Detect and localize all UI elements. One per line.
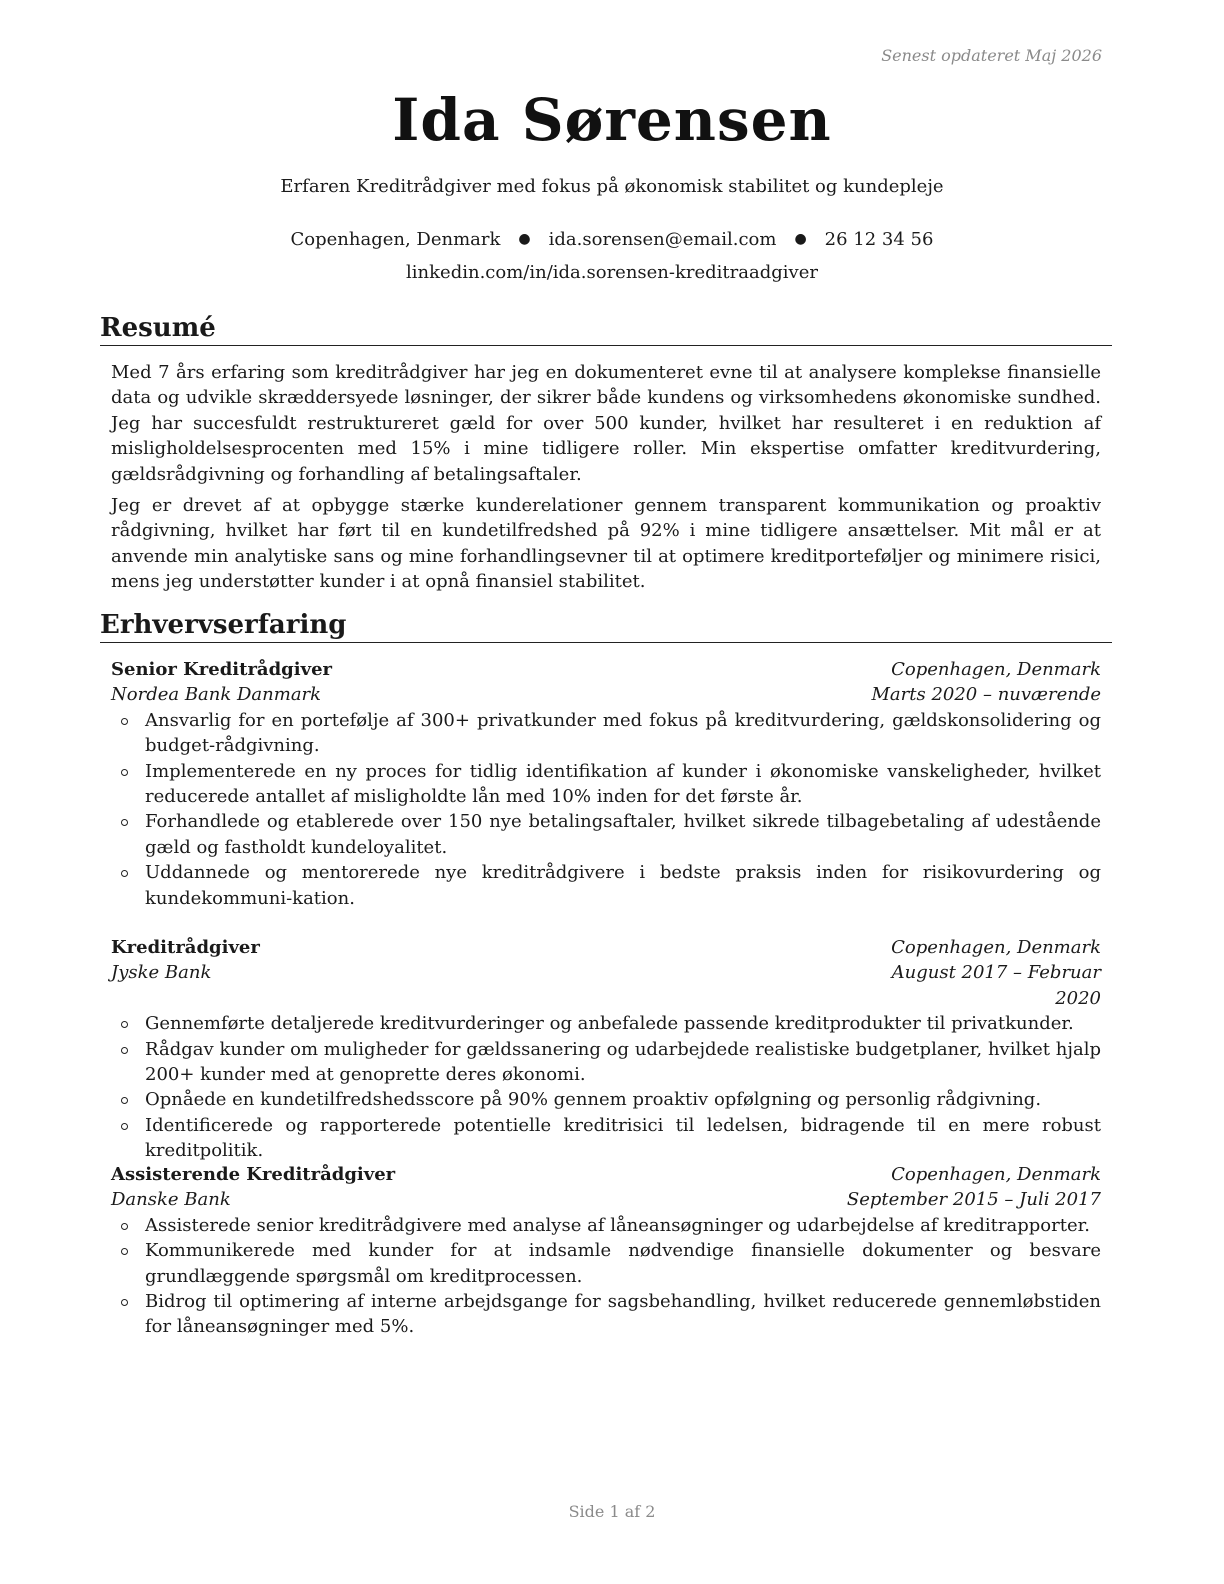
circle-bullet-icon <box>121 819 128 826</box>
job-location: Copenhagen, Denmark <box>891 659 1101 680</box>
section-title-experience: Erhvervserfaring <box>100 609 1112 643</box>
contact-email[interactable]: ida.sorensen@email.com <box>548 229 777 250</box>
bullet-text: Rådgav kunder om muligheder for gældssanering og udarbejdede realistiske budgetplaner, hvilket hjalp 200+ kunder med at genoprette deres økonomi. <box>145 1038 1101 1086</box>
bullet-text: Bidrog til optimering af interne arbejdsgange for sagsbehandling, hvilket reducerede gennemløbstiden for låneansøgninger med 5%. <box>145 1291 1101 1338</box>
job-company: Danske Bank <box>111 1189 231 1211</box>
section-title-summary: Resumé <box>100 312 1112 346</box>
list-item <box>111 1011 1101 1036</box>
job-location: Copenhagen, Denmark <box>891 937 1101 958</box>
bullet-text: Assisterede senior kreditrådgivere med analyse af låneansøgninger og udarbejdelse af kreditrapporter. <box>145 1214 1090 1236</box>
contact-line <box>0 229 1224 250</box>
list-item <box>111 1087 1101 1112</box>
bullet-text: Ansvarlig for en portefølje af 300+ privatkunder med fokus på kreditvurdering, gældskonsolidering og budget-rådgivning. <box>145 709 1101 757</box>
circle-bullet-icon <box>121 1223 128 1230</box>
job-dates: Marts 2020 – nuværende <box>871 684 1101 706</box>
job-header-row <box>111 935 1101 960</box>
bullet-text: Opnåede en kundetilfredshedsscore på 90% gennem proaktiv opfølgning og personlig rådgivning. <box>145 1089 1042 1111</box>
bullet-text: Uddannede og mentorerede nye kreditrådgivere i bedste praksis inden for risikovurdering og kundekommuni-kation. <box>145 862 1101 909</box>
job-title: Senior Kreditrådgiver <box>111 659 333 680</box>
job-entry <box>111 935 1101 1164</box>
circle-bullet-icon <box>121 1047 128 1054</box>
job-bullet-list <box>111 1213 1101 1340</box>
job-company: Nordea Bank Danmark <box>111 684 322 706</box>
list-item <box>111 860 1101 911</box>
list-item <box>111 1113 1101 1164</box>
bullet-text: Gennemførte detaljerede kreditvurderinger og anbefalede passende kreditprodukter til privatkunder. <box>145 1013 1074 1035</box>
job-subheader-row <box>111 960 1101 1011</box>
job-company: Jyske Bank <box>111 962 212 984</box>
last-updated-note: Senest opdateret Maj 2026 <box>881 46 1102 65</box>
list-item <box>111 1289 1101 1340</box>
tagline: Erfaren Kreditrådgiver med fokus på økonomisk stabilitet og kundepleje <box>280 176 944 197</box>
list-item <box>111 809 1101 860</box>
list-item <box>111 1213 1101 1238</box>
job-subheader-row <box>111 1187 1101 1212</box>
circle-bullet-icon <box>121 1097 128 1104</box>
list-item <box>111 1238 1101 1289</box>
job-dates: August 2017 – Februar 2020 <box>891 962 1101 1009</box>
separator-dot-icon: ● <box>518 231 531 247</box>
job-header-row <box>111 657 1101 682</box>
circle-bullet-icon <box>121 870 128 877</box>
job-entry <box>111 657 1101 911</box>
job-bullet-list <box>111 1011 1101 1163</box>
list-item <box>111 1037 1101 1088</box>
job-entry <box>111 1162 1101 1340</box>
summary-paragraph-1: Med 7 års erfaring som kreditrådgiver har jeg en dokumenteret evne til at analysere komplekse finansielle data og udvikle skræddersyede løsninger, der sikrer både kundens og virksomhedens økonomiske sundhed. Jeg har succesfuldt restruktureret gæld for over 500 kunder, hvilket har resulteret i en reduktion af misligholdelsesprocenten med 15% i mine tidligere roller. Min ekspertise omfatter kreditvurdering, gældsrådgivning og forhandling af betalingsaftaler. <box>111 362 1101 485</box>
contact-phone: 26 12 34 56 <box>824 229 934 250</box>
list-item <box>111 708 1101 759</box>
bullet-text: Forhandlede og etablerede over 150 nye betalingsaftaler, hvilket sikrede tilbagebetaling af udestående gæld og fastholdt kundeloyalitet. <box>145 811 1101 858</box>
candidate-name: Ida Sørensen <box>392 86 832 154</box>
job-bullet-list <box>111 708 1101 911</box>
circle-bullet-icon <box>121 1299 128 1306</box>
bullet-text: Implementerede en ny proces for tidlig identifikation af kunder i økonomiske vanskeligheder, hvilket reducerede antallet af misligholdte lån med 10% inden for det første år. <box>145 760 1101 808</box>
job-header-row <box>111 1162 1101 1187</box>
list-item <box>111 759 1101 810</box>
bullet-text: Identificerede og rapporterede potentielle kreditrisici til ledelsen, bidragende til en mere robust kreditpolitik. <box>145 1114 1101 1162</box>
bullet-text: Kommunikerede med kunder for at indsamle nødvendige finansielle dokumenter og besvare grundlæggende spørgsmål om kreditprocessen. <box>145 1240 1101 1287</box>
circle-bullet-icon <box>121 1248 128 1255</box>
circle-bullet-icon <box>121 1021 128 1028</box>
page-number: Side 1 af 2 <box>568 1502 656 1521</box>
separator-dot-icon: ● <box>794 231 807 247</box>
job-title: Assisterende Kreditrådgiver <box>111 1164 396 1185</box>
circle-bullet-icon <box>121 769 128 776</box>
summary-paragraph-2: Jeg er drevet af at opbygge stærke kunderelationer gennem transparent kommunikation og proaktiv rådgivning, hvilket har ført til en kundetilfredshed på 92% i mine tidligere ansættelser. Mit mål er at anvende min analytiske sans og mine forhandlingsevner til at optimere kreditporteføljer og minimere risici, mens jeg understøtter kunder i at opnå finansiel stabilitet. <box>111 495 1101 593</box>
circle-bullet-icon <box>121 718 128 725</box>
job-subheader-row <box>111 682 1101 707</box>
contact-location: Copenhagen, Denmark <box>290 229 501 250</box>
job-title: Kreditrådgiver <box>111 937 260 958</box>
job-dates: September 2015 – Juli 2017 <box>846 1189 1101 1211</box>
circle-bullet-icon <box>121 1123 128 1130</box>
job-location: Copenhagen, Denmark <box>891 1164 1101 1185</box>
contact-linkedin[interactable]: linkedin.com/in/ida.sorensen-kreditraadgiver <box>406 262 818 283</box>
